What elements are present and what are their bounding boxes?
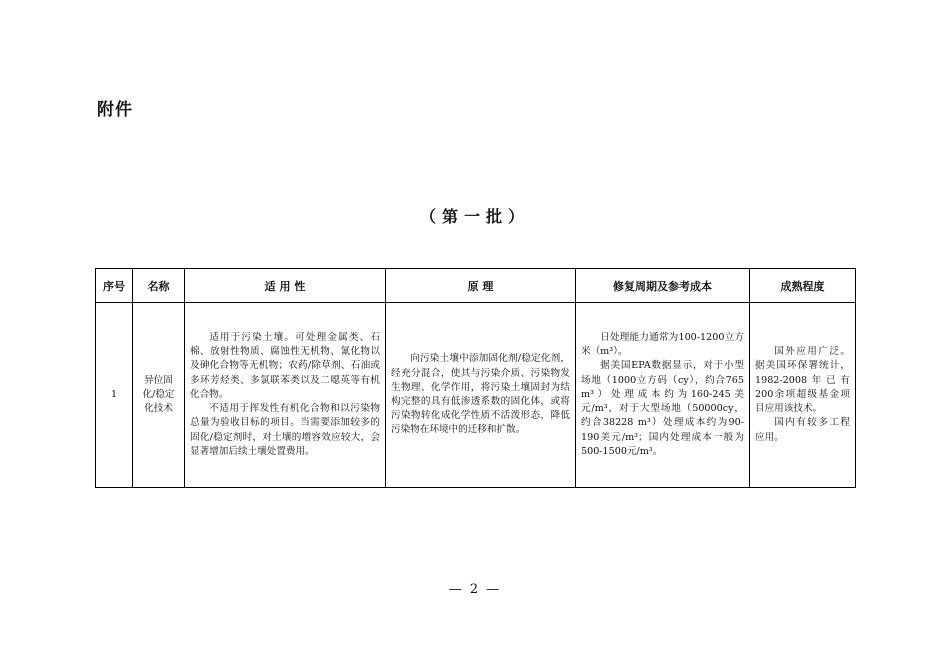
cell-index: 1 xyxy=(96,303,133,488)
table-header-row xyxy=(96,269,856,303)
attachment-label: 附件 xyxy=(97,100,133,120)
technology-table xyxy=(95,268,856,488)
column-header-name: 名称 xyxy=(133,269,185,303)
column-header-principle: 原 理 xyxy=(386,269,576,303)
cell-name: 异位固化/稳定化技术 xyxy=(133,303,185,488)
maturity-paragraph: 国内有较多工程应用。 xyxy=(755,417,850,443)
batch-title: （第一批） xyxy=(419,207,530,226)
column-header-cycle-cost: 修复周期及参考成本 xyxy=(576,269,750,303)
principle-paragraph: 向污染土壤中添加固化剂/稳定化剂，经充分混合，使其与污染介质、污染物发生物理、化学作用，将污染土壤固封为结构完整的具有低渗透系数的固化体，或将污染物转化成化学性质不活泼形态，降低污染物在环境中的迁移和扩散。 xyxy=(391,353,570,436)
table-row xyxy=(96,303,856,488)
column-header-maturity: 成熟程度 xyxy=(750,269,856,303)
cell-principle xyxy=(386,303,576,488)
applicability-paragraph: 适用于污染土壤。可处理金属类、石棉、放射性物质、腐蚀性无机物、氰化物以及砷化合物等无机物；农药/除草剂、石油或多环芳烃类、多氯联苯类以及二噁英等有机化合物。 xyxy=(190,332,380,400)
cell-maturity xyxy=(750,303,856,488)
column-header-index: 序号 xyxy=(96,269,133,303)
cell-applicability xyxy=(185,303,386,488)
applicability-paragraph: 不适用于挥发性有机化合物和以污染物总量为验收目标的项目。当需要添加较多的固化/稳定剂时，对土壤的增容效应较大，会显著增加后续土壤处置费用。 xyxy=(190,403,380,457)
cell-cycle-cost xyxy=(576,303,750,488)
cycle-cost-paragraph: 据美国EPA数据显示，对于小型场地（1000立方码（cy），约合765 m³）处理成本约为160-245美元/m³，对于大型场地（50000cy，约合38228 m³）处理成本约为90-190美元/m³；国内处理成本一般为500-1500元/m³。 xyxy=(581,360,744,457)
maturity-paragraph: 国外应用广泛。据美国环保署统计，1982-2008年已有200余项超级基金项目应用该技术。 xyxy=(755,346,850,415)
page-number: — 2 — xyxy=(448,582,502,597)
cycle-cost-paragraph: 日处理能力通常为100-1200立方米（m³）。 xyxy=(581,332,744,358)
column-header-applicability: 适 用 性 xyxy=(185,269,386,303)
